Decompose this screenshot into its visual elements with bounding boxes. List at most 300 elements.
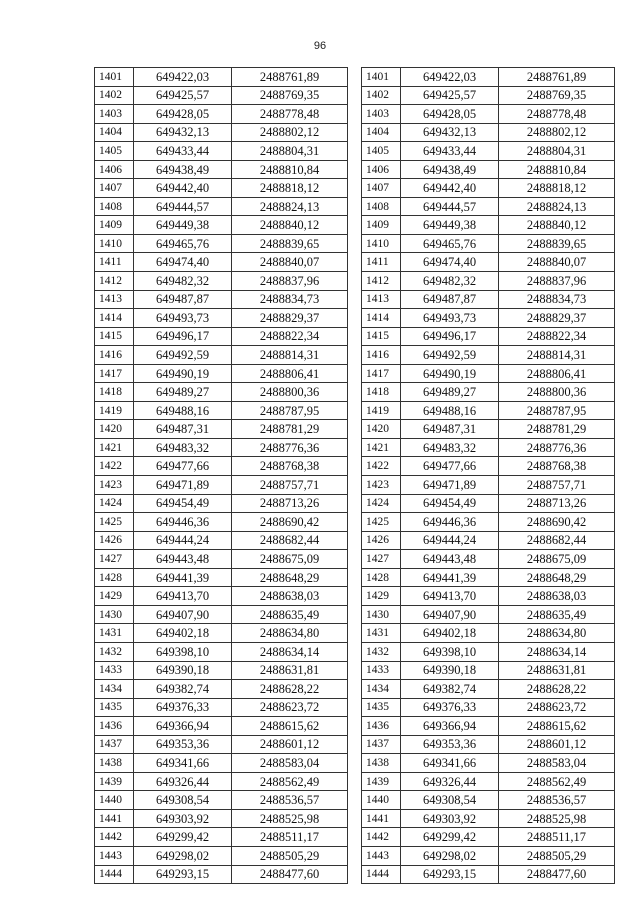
x-coordinate-cell: 649407,90 (401, 605, 499, 624)
x-coordinate-cell: 649477,66 (134, 457, 232, 476)
y-coordinate-cell: 2488761,89 (232, 68, 348, 87)
y-coordinate-cell: 2488768,38 (499, 457, 615, 476)
x-coordinate-cell: 649465,76 (134, 234, 232, 253)
point-number-cell: 1413 (95, 290, 134, 309)
x-coordinate-cell: 649471,89 (401, 476, 499, 495)
point-number-cell: 1427 (95, 550, 134, 569)
x-coordinate-cell: 649293,15 (134, 865, 232, 884)
point-number-cell: 1403 (362, 105, 401, 124)
x-coordinate-cell: 649488,16 (134, 401, 232, 420)
point-number-cell: 1431 (362, 624, 401, 643)
x-coordinate-cell: 649496,17 (401, 327, 499, 346)
x-coordinate-cell: 649443,48 (401, 550, 499, 569)
point-number-cell: 1410 (362, 234, 401, 253)
point-number-cell: 1406 (362, 160, 401, 179)
table-row (95, 86, 348, 105)
x-coordinate-cell: 649341,66 (401, 754, 499, 773)
point-number-cell: 1442 (362, 828, 401, 847)
point-number-cell: 1443 (95, 846, 134, 865)
coordinates-table-right (361, 67, 615, 884)
point-number-cell: 1433 (95, 661, 134, 680)
table-row (95, 587, 348, 606)
y-coordinate-cell: 2488634,80 (499, 624, 615, 643)
point-number-cell: 1436 (95, 717, 134, 736)
x-coordinate-cell: 649308,54 (134, 791, 232, 810)
y-coordinate-cell: 2488601,12 (232, 735, 348, 754)
y-coordinate-cell: 2488675,09 (232, 550, 348, 569)
table-row (362, 809, 615, 828)
y-coordinate-cell: 2488690,42 (499, 513, 615, 532)
point-number-cell: 1424 (95, 494, 134, 513)
table-row (95, 642, 348, 661)
x-coordinate-cell: 649432,13 (134, 123, 232, 142)
y-coordinate-cell: 2488839,65 (499, 234, 615, 253)
point-number-cell: 1421 (95, 438, 134, 457)
x-coordinate-cell: 649298,02 (134, 846, 232, 865)
point-number-cell: 1429 (95, 587, 134, 606)
table-row (362, 735, 615, 754)
x-coordinate-cell: 649398,10 (401, 642, 499, 661)
table-row (95, 105, 348, 124)
x-coordinate-cell: 649490,19 (401, 364, 499, 383)
table-row (362, 160, 615, 179)
point-number-cell: 1432 (95, 642, 134, 661)
y-coordinate-cell: 2488769,35 (232, 86, 348, 105)
y-coordinate-cell: 2488648,29 (499, 568, 615, 587)
x-coordinate-cell: 649432,13 (401, 123, 499, 142)
point-number-cell: 1418 (95, 383, 134, 402)
point-number-cell: 1444 (95, 865, 134, 884)
y-coordinate-cell: 2488757,71 (232, 476, 348, 495)
y-coordinate-cell: 2488682,44 (232, 531, 348, 550)
point-number-cell: 1422 (362, 457, 401, 476)
x-coordinate-cell: 649487,87 (134, 290, 232, 309)
table-row (362, 717, 615, 736)
x-coordinate-cell: 649433,44 (401, 142, 499, 161)
x-coordinate-cell: 649441,39 (134, 568, 232, 587)
point-number-cell: 1416 (95, 346, 134, 365)
y-coordinate-cell: 2488601,12 (499, 735, 615, 754)
table-row (95, 605, 348, 624)
y-coordinate-cell: 2488623,72 (499, 698, 615, 717)
table-row (362, 420, 615, 439)
y-coordinate-cell: 2488525,98 (232, 809, 348, 828)
point-number-cell: 1440 (95, 791, 134, 810)
table-row (362, 642, 615, 661)
point-number-cell: 1434 (95, 680, 134, 699)
table-row (362, 828, 615, 847)
x-coordinate-cell: 649482,32 (134, 272, 232, 291)
y-coordinate-cell: 2488638,03 (232, 587, 348, 606)
table-row (95, 290, 348, 309)
y-coordinate-cell: 2488837,96 (232, 272, 348, 291)
table-row (362, 123, 615, 142)
y-coordinate-cell: 2488648,29 (232, 568, 348, 587)
point-number-cell: 1433 (362, 661, 401, 680)
table-row (95, 234, 348, 253)
table-row (362, 179, 615, 198)
table-row (362, 698, 615, 717)
y-coordinate-cell: 2488525,98 (499, 809, 615, 828)
y-coordinate-cell: 2488634,14 (499, 642, 615, 661)
x-coordinate-cell: 649442,40 (401, 179, 499, 198)
point-number-cell: 1438 (95, 754, 134, 773)
x-coordinate-cell: 649303,92 (401, 809, 499, 828)
y-coordinate-cell: 2488822,34 (499, 327, 615, 346)
y-coordinate-cell: 2488631,81 (499, 661, 615, 680)
table-row (95, 717, 348, 736)
table-row (95, 624, 348, 643)
point-number-cell: 1410 (95, 234, 134, 253)
table-row (95, 142, 348, 161)
y-coordinate-cell: 2488511,17 (232, 828, 348, 847)
point-number-cell: 1403 (95, 105, 134, 124)
table-row (95, 457, 348, 476)
table-row (95, 272, 348, 291)
table-row (362, 309, 615, 328)
y-coordinate-cell: 2488778,48 (499, 105, 615, 124)
table-row (95, 123, 348, 142)
x-coordinate-cell: 649390,18 (134, 661, 232, 680)
x-coordinate-cell: 649428,05 (134, 105, 232, 124)
x-coordinate-cell: 649474,40 (401, 253, 499, 272)
table-row (362, 327, 615, 346)
point-number-cell: 1441 (362, 809, 401, 828)
point-number-cell: 1439 (362, 772, 401, 791)
y-coordinate-cell: 2488634,80 (232, 624, 348, 643)
table-row (95, 401, 348, 420)
y-coordinate-cell: 2488757,71 (499, 476, 615, 495)
x-coordinate-cell: 649444,57 (134, 197, 232, 216)
table-row (95, 828, 348, 847)
point-number-cell: 1434 (362, 680, 401, 699)
table-row (95, 846, 348, 865)
x-coordinate-cell: 649390,18 (401, 661, 499, 680)
x-coordinate-cell: 649293,15 (401, 865, 499, 884)
table-row (95, 680, 348, 699)
table-row (95, 253, 348, 272)
x-coordinate-cell: 649465,76 (401, 234, 499, 253)
table-row (362, 605, 615, 624)
x-coordinate-cell: 649298,02 (401, 846, 499, 865)
x-coordinate-cell: 649487,87 (401, 290, 499, 309)
x-coordinate-cell: 649490,19 (134, 364, 232, 383)
y-coordinate-cell: 2488806,41 (499, 364, 615, 383)
x-coordinate-cell: 649402,18 (401, 624, 499, 643)
point-number-cell: 1412 (95, 272, 134, 291)
table-row (95, 754, 348, 773)
point-number-cell: 1418 (362, 383, 401, 402)
table-row (362, 272, 615, 291)
y-coordinate-cell: 2488761,89 (499, 68, 615, 87)
x-coordinate-cell: 649496,17 (134, 327, 232, 346)
table-row (362, 568, 615, 587)
y-coordinate-cell: 2488628,22 (232, 680, 348, 699)
point-number-cell: 1417 (362, 364, 401, 383)
point-number-cell: 1437 (362, 735, 401, 754)
y-coordinate-cell: 2488804,31 (232, 142, 348, 161)
point-number-cell: 1415 (95, 327, 134, 346)
point-number-cell: 1439 (95, 772, 134, 791)
x-coordinate-cell: 649483,32 (401, 438, 499, 457)
x-coordinate-cell: 649441,39 (401, 568, 499, 587)
table-row (362, 680, 615, 699)
point-number-cell: 1406 (95, 160, 134, 179)
table-row (95, 346, 348, 365)
point-number-cell: 1424 (362, 494, 401, 513)
point-number-cell: 1429 (362, 587, 401, 606)
y-coordinate-cell: 2488562,49 (499, 772, 615, 791)
x-coordinate-cell: 649382,74 (401, 680, 499, 699)
point-number-cell: 1402 (95, 86, 134, 105)
y-coordinate-cell: 2488776,36 (232, 438, 348, 457)
x-coordinate-cell: 649487,31 (401, 420, 499, 439)
point-number-cell: 1426 (362, 531, 401, 550)
point-number-cell: 1426 (95, 531, 134, 550)
y-coordinate-cell: 2488818,12 (499, 179, 615, 198)
y-coordinate-cell: 2488834,73 (232, 290, 348, 309)
table-row (95, 420, 348, 439)
x-coordinate-cell: 649454,49 (134, 494, 232, 513)
table-row (362, 438, 615, 457)
x-coordinate-cell: 649428,05 (401, 105, 499, 124)
y-coordinate-cell: 2488804,31 (499, 142, 615, 161)
table-row (362, 754, 615, 773)
y-coordinate-cell: 2488840,07 (232, 253, 348, 272)
y-coordinate-cell: 2488635,49 (499, 605, 615, 624)
table-row (95, 568, 348, 587)
y-coordinate-cell: 2488536,57 (232, 791, 348, 810)
y-coordinate-cell: 2488800,36 (232, 383, 348, 402)
table-row (95, 476, 348, 495)
table-row (362, 401, 615, 420)
point-number-cell: 1437 (95, 735, 134, 754)
x-coordinate-cell: 649422,03 (401, 68, 499, 87)
table-row (95, 735, 348, 754)
table-row (362, 494, 615, 513)
table-row (362, 216, 615, 235)
point-number-cell: 1425 (95, 513, 134, 532)
y-coordinate-cell: 2488834,73 (499, 290, 615, 309)
x-coordinate-cell: 649449,38 (401, 216, 499, 235)
x-coordinate-cell: 649483,32 (134, 438, 232, 457)
point-number-cell: 1408 (95, 197, 134, 216)
y-coordinate-cell: 2488814,31 (232, 346, 348, 365)
table-row (95, 160, 348, 179)
table-row (95, 68, 348, 87)
point-number-cell: 1432 (362, 642, 401, 661)
point-number-cell: 1405 (362, 142, 401, 161)
table-row (95, 809, 348, 828)
y-coordinate-cell: 2488536,57 (499, 791, 615, 810)
table-row (362, 791, 615, 810)
point-number-cell: 1435 (362, 698, 401, 717)
table-row (95, 513, 348, 532)
x-coordinate-cell: 649438,49 (401, 160, 499, 179)
point-number-cell: 1404 (95, 123, 134, 142)
table-row (362, 105, 615, 124)
x-coordinate-cell: 649366,94 (134, 717, 232, 736)
x-coordinate-cell: 649353,36 (134, 735, 232, 754)
x-coordinate-cell: 649446,36 (401, 513, 499, 532)
x-coordinate-cell: 649376,33 (401, 698, 499, 717)
point-number-cell: 1440 (362, 791, 401, 810)
point-number-cell: 1408 (362, 197, 401, 216)
y-coordinate-cell: 2488628,22 (499, 680, 615, 699)
table-row (95, 698, 348, 717)
x-coordinate-cell: 649492,59 (134, 346, 232, 365)
table-row (95, 179, 348, 198)
table-row (362, 772, 615, 791)
point-number-cell: 1419 (362, 401, 401, 420)
x-coordinate-cell: 649398,10 (134, 642, 232, 661)
y-coordinate-cell: 2488778,48 (232, 105, 348, 124)
coordinates-table-left (94, 67, 348, 884)
point-number-cell: 1422 (95, 457, 134, 476)
table-row (362, 253, 615, 272)
point-number-cell: 1435 (95, 698, 134, 717)
x-coordinate-cell: 649487,31 (134, 420, 232, 439)
point-number-cell: 1438 (362, 754, 401, 773)
x-coordinate-cell: 649308,54 (401, 791, 499, 810)
table-row (362, 346, 615, 365)
y-coordinate-cell: 2488840,07 (499, 253, 615, 272)
y-coordinate-cell: 2488477,60 (232, 865, 348, 884)
table-row (95, 383, 348, 402)
x-coordinate-cell: 649493,73 (401, 309, 499, 328)
point-number-cell: 1416 (362, 346, 401, 365)
y-coordinate-cell: 2488810,84 (499, 160, 615, 179)
y-coordinate-cell: 2488583,04 (499, 754, 615, 773)
x-coordinate-cell: 649303,92 (134, 809, 232, 828)
y-coordinate-cell: 2488638,03 (499, 587, 615, 606)
x-coordinate-cell: 649489,27 (134, 383, 232, 402)
table-row (95, 550, 348, 569)
point-number-cell: 1420 (362, 420, 401, 439)
table-row (95, 772, 348, 791)
x-coordinate-cell: 649413,70 (401, 587, 499, 606)
point-number-cell: 1431 (95, 624, 134, 643)
point-number-cell: 1413 (362, 290, 401, 309)
table-row (95, 791, 348, 810)
point-number-cell: 1415 (362, 327, 401, 346)
y-coordinate-cell: 2488802,12 (232, 123, 348, 142)
x-coordinate-cell: 649446,36 (134, 513, 232, 532)
table-row (362, 383, 615, 402)
x-coordinate-cell: 649425,57 (134, 86, 232, 105)
y-coordinate-cell: 2488631,81 (232, 661, 348, 680)
table-row (362, 197, 615, 216)
table-row (362, 587, 615, 606)
y-coordinate-cell: 2488840,12 (499, 216, 615, 235)
y-coordinate-cell: 2488806,41 (232, 364, 348, 383)
y-coordinate-cell: 2488802,12 (499, 123, 615, 142)
x-coordinate-cell: 649382,74 (134, 680, 232, 699)
table-row (362, 86, 615, 105)
y-coordinate-cell: 2488800,36 (499, 383, 615, 402)
point-number-cell: 1402 (362, 86, 401, 105)
point-number-cell: 1414 (95, 309, 134, 328)
y-coordinate-cell: 2488787,95 (232, 401, 348, 420)
x-coordinate-cell: 649482,32 (401, 272, 499, 291)
x-coordinate-cell: 649489,27 (401, 383, 499, 402)
table-row (95, 531, 348, 550)
x-coordinate-cell: 649433,44 (134, 142, 232, 161)
x-coordinate-cell: 649402,18 (134, 624, 232, 643)
x-coordinate-cell: 649413,70 (134, 587, 232, 606)
point-number-cell: 1420 (95, 420, 134, 439)
point-number-cell: 1427 (362, 550, 401, 569)
table-row (95, 309, 348, 328)
y-coordinate-cell: 2488822,34 (232, 327, 348, 346)
y-coordinate-cell: 2488787,95 (499, 401, 615, 420)
y-coordinate-cell: 2488768,38 (232, 457, 348, 476)
table-row (362, 364, 615, 383)
point-number-cell: 1419 (95, 401, 134, 420)
y-coordinate-cell: 2488634,14 (232, 642, 348, 661)
y-coordinate-cell: 2488690,42 (232, 513, 348, 532)
point-number-cell: 1444 (362, 865, 401, 884)
x-coordinate-cell: 649454,49 (401, 494, 499, 513)
point-number-cell: 1423 (362, 476, 401, 495)
y-coordinate-cell: 2488829,37 (499, 309, 615, 328)
point-number-cell: 1404 (362, 123, 401, 142)
table-row (362, 68, 615, 87)
x-coordinate-cell: 649444,24 (134, 531, 232, 550)
y-coordinate-cell: 2488615,62 (232, 717, 348, 736)
point-number-cell: 1421 (362, 438, 401, 457)
x-coordinate-cell: 649299,42 (134, 828, 232, 847)
point-number-cell: 1405 (95, 142, 134, 161)
point-number-cell: 1441 (95, 809, 134, 828)
y-coordinate-cell: 2488840,12 (232, 216, 348, 235)
x-coordinate-cell: 649376,33 (134, 698, 232, 717)
table-row (362, 457, 615, 476)
point-number-cell: 1430 (362, 605, 401, 624)
point-number-cell: 1428 (362, 568, 401, 587)
point-number-cell: 1407 (362, 179, 401, 198)
y-coordinate-cell: 2488511,17 (499, 828, 615, 847)
x-coordinate-cell: 649326,44 (401, 772, 499, 791)
y-coordinate-cell: 2488829,37 (232, 309, 348, 328)
x-coordinate-cell: 649407,90 (134, 605, 232, 624)
table-row (95, 661, 348, 680)
y-coordinate-cell: 2488675,09 (499, 550, 615, 569)
y-coordinate-cell: 2488837,96 (499, 272, 615, 291)
table-row (362, 290, 615, 309)
y-coordinate-cell: 2488615,62 (499, 717, 615, 736)
x-coordinate-cell: 649471,89 (134, 476, 232, 495)
x-coordinate-cell: 649442,40 (134, 179, 232, 198)
point-number-cell: 1436 (362, 717, 401, 736)
x-coordinate-cell: 649493,73 (134, 309, 232, 328)
point-number-cell: 1411 (362, 253, 401, 272)
table-row (362, 865, 615, 884)
table-row (95, 438, 348, 457)
table-row (95, 494, 348, 513)
x-coordinate-cell: 649449,38 (134, 216, 232, 235)
y-coordinate-cell: 2488781,29 (232, 420, 348, 439)
x-coordinate-cell: 649444,57 (401, 197, 499, 216)
y-coordinate-cell: 2488562,49 (232, 772, 348, 791)
x-coordinate-cell: 649366,94 (401, 717, 499, 736)
x-coordinate-cell: 649299,42 (401, 828, 499, 847)
y-coordinate-cell: 2488583,04 (232, 754, 348, 773)
y-coordinate-cell: 2488713,26 (499, 494, 615, 513)
x-coordinate-cell: 649474,40 (134, 253, 232, 272)
x-coordinate-cell: 649353,36 (401, 735, 499, 754)
y-coordinate-cell: 2488505,29 (499, 846, 615, 865)
